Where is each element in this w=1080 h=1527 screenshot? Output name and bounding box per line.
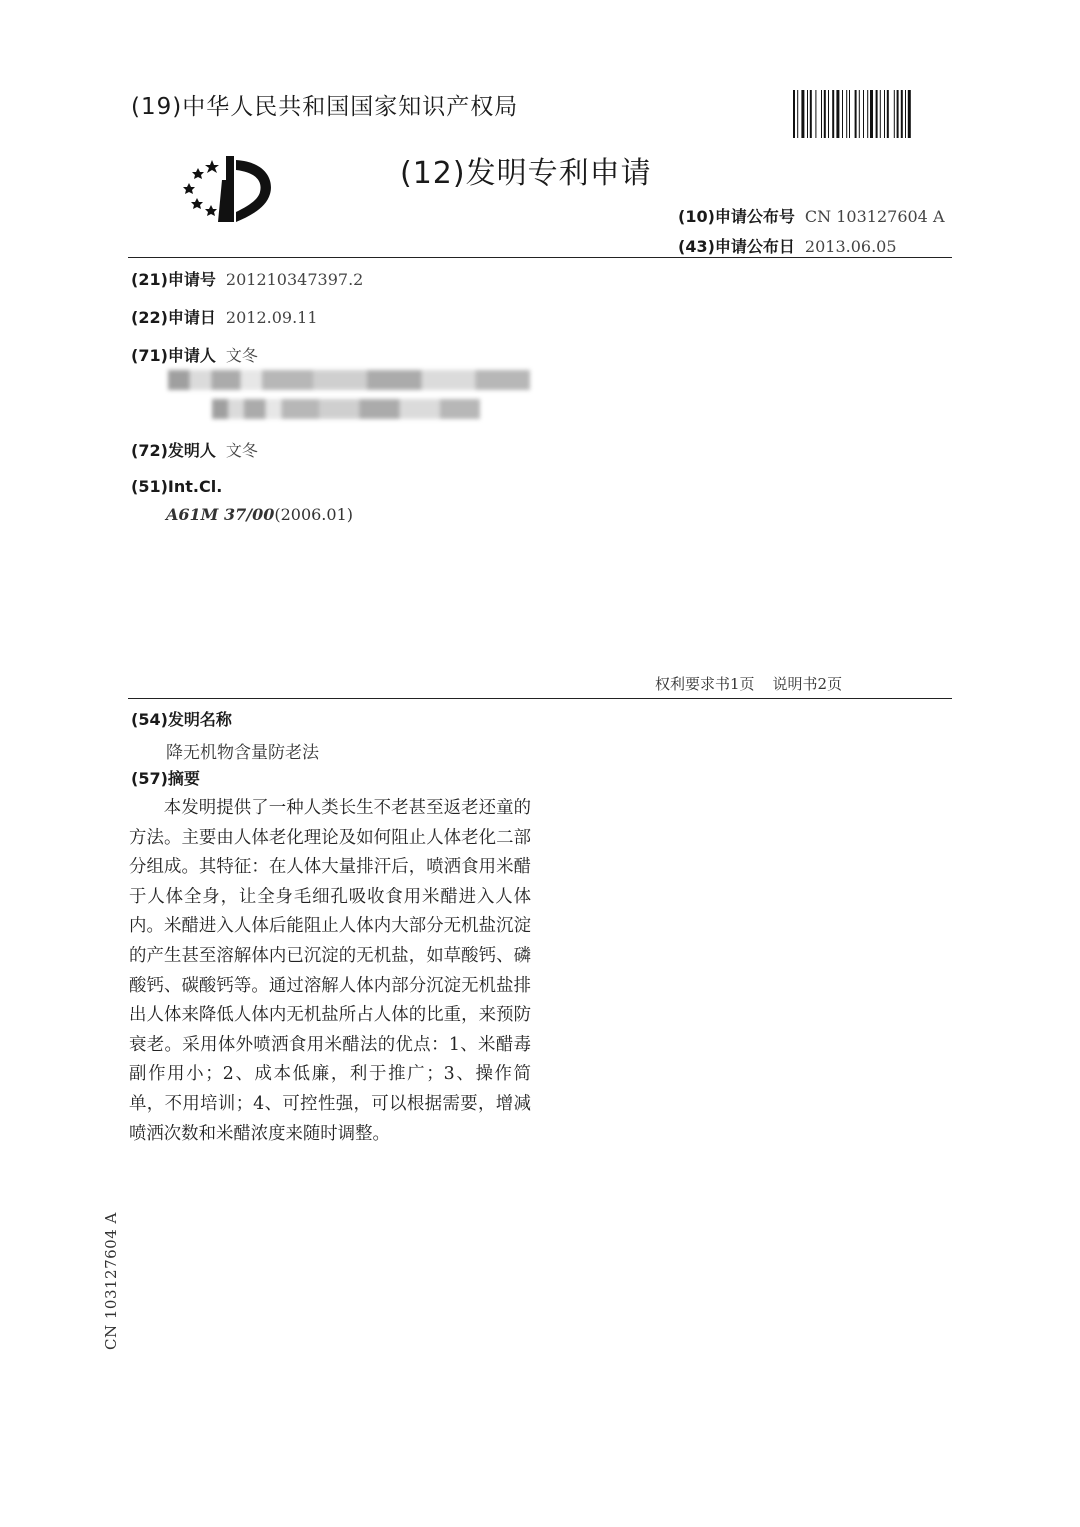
header-divider <box>128 257 952 258</box>
abstract-section-label: (57)摘要 <box>131 769 200 788</box>
publication-date-row <box>678 234 897 257</box>
section-divider <box>128 698 952 699</box>
intcl-version: (2006.01) <box>274 505 353 524</box>
invention-title: 降无机物含量防老法 <box>166 743 319 763</box>
redacted-address-line-1 <box>168 370 530 390</box>
description-page-count: 说明书2页 <box>772 675 843 693</box>
application-number-row <box>131 267 363 290</box>
inventor-row <box>131 438 258 461</box>
intcl-class: A61M 37/00 <box>166 505 275 524</box>
publication-number-value: CN 103127604 A <box>804 207 945 226</box>
claims-page-count: 权利要求书1页 <box>655 675 755 693</box>
application-date-row <box>131 305 318 328</box>
patent-office-name: (19)中华人民共和国国家知识产权局 <box>131 94 519 120</box>
page-count <box>655 673 842 694</box>
inventor-label: (72)发明人 <box>131 441 216 460</box>
publication-number-label: (10)申请公布号 <box>678 207 795 226</box>
publication-number-row <box>678 204 945 227</box>
applicant-row <box>131 343 258 366</box>
applicant-label: (71)申请人 <box>131 346 216 365</box>
intcl-value-row <box>166 505 353 524</box>
publication-date-value: 2013.06.05 <box>804 237 897 256</box>
inventor-value: 文冬 <box>225 441 258 460</box>
publication-date-label: (43)申请公布日 <box>678 237 795 256</box>
intcl-label: (51)Int.Cl. <box>131 477 223 496</box>
title-section-label: (54)发明名称 <box>131 710 232 729</box>
application-number-value: 201210347397.2 <box>225 270 364 289</box>
application-number-label: (21)申请号 <box>131 270 216 289</box>
cnipa-logo-icon <box>178 150 278 226</box>
barcode <box>793 90 951 138</box>
document-type-title: (12)发明专利申请 <box>400 156 652 191</box>
intcl-row <box>131 477 222 496</box>
redacted-address-line-2 <box>212 399 480 419</box>
abstract-text: 本发明提供了一种人类长生不老甚至返老还童的方法。主要由人体老化理论及如何阻止人体老化二部分组成。其特征：在人体大量排汗后，喷洒食用米醋于人体全身，让全身毛细孔吸收食用米醋进入人体内。米醋进入人体后能阻止人体内大部分无机盐沉淀的产生甚至溶解体内已沉淀的无机盐，如草酸钙、磷酸钙、碳酸钙等。通过溶解人体内部分沉淀无机盐排出人体来降低人体内无机盐所占人体的比重，来预防衰老。采用体外喷洒食用米醋法的优点：1、米醋毒副作用小；2、成本低廉，利于推广；3、操作简单，不用培训；4、可控性强，可以根据需要，增减喷洒次数和米醋浓度来随时调整。 <box>129 798 531 1144</box>
application-date-label: (22)申请日 <box>131 308 216 327</box>
application-date-value: 2012.09.11 <box>225 308 318 327</box>
vertical-publication-number: CN 103127604 A <box>102 1212 120 1350</box>
applicant-value: 文冬 <box>225 346 258 365</box>
